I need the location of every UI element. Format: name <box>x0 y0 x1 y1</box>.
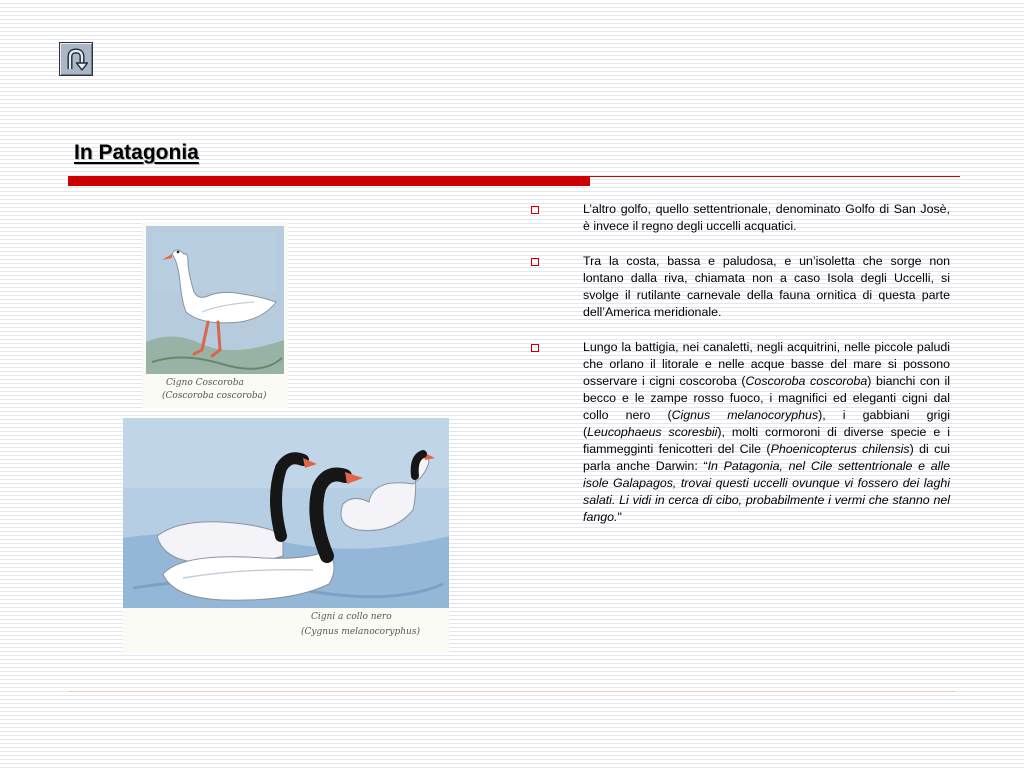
bullet-text <box>583 201 950 235</box>
square-bullet-icon <box>531 344 539 352</box>
black-necked-caption-name: Cigni a collo nero <box>311 612 392 622</box>
italic-text-segment: Leucophaeus scoresbii <box>587 425 718 439</box>
text-segment: ), molti cormoroni di diverse specie e i fiammegginti fenicotteri del Cile ( <box>583 425 950 456</box>
bullet-text <box>583 253 950 321</box>
text-segment: L’altro golfo, quello settentrionale, denominato Golfo di San Josè, è invece il regno degli uccelli acquatici. <box>583 202 950 233</box>
title-underline-bar <box>68 176 590 186</box>
footer-divider <box>68 691 956 692</box>
italic-text-segment: Coscoroba coscoroba <box>745 374 868 388</box>
square-bullet-icon <box>531 206 539 214</box>
italic-text-segment: Phoenicopterus chilensis <box>770 442 910 456</box>
bullet-list <box>530 201 950 544</box>
title-underline-line <box>590 176 960 177</box>
coscoroba-caption-latin: (Coscoroba coscoroba) <box>162 391 267 401</box>
coscoroba-caption-name: Cigno Coscoroba <box>166 378 244 388</box>
text-segment: Tra la costa, bassa e paludosa, e un’isoletta che sorge non lontano dalla riva, chiamata non a caso Isola degli Uccelli, si svolge il rutilante carnevale della fauna ornitica di questa parte dell’America meridionale. <box>583 254 950 319</box>
bullet-item <box>530 201 950 235</box>
text-segment: ) di cui parla anche Darwin: “ <box>583 442 950 473</box>
text-segment: ), i gabbiani grigi ( <box>583 408 950 439</box>
italic-text-segment: In Patagonia, nel Cile settentrionale e alle isole Galapagos, trovai questi uccelli ovunque vi fossero dei laghi salati. Li vidi in cerca di cibo, probabilmente i vermi che stanno nel fango. <box>583 459 950 524</box>
u-turn-arrow-icon <box>64 47 88 71</box>
text-segment: " <box>617 510 622 524</box>
bullet-item <box>530 339 950 526</box>
square-bullet-icon <box>531 258 539 266</box>
back-button[interactable] <box>59 42 93 76</box>
text-segment: Lungo la battigia, nei canaletti, negli acquitrini, nelle piccole paludi che orlano il litorale e nelle acque basse del mare si possono osservare i cigni coscoroba ( <box>583 340 950 388</box>
black-necked-caption-latin: (Cygnus melanocoryphus) <box>301 627 420 637</box>
bullet-item <box>530 253 950 321</box>
slide-title: In Patagonia <box>74 141 199 164</box>
italic-text-segment: Cignus melanocoryphus <box>671 408 819 422</box>
coscoroba-swan-illustration <box>142 222 288 408</box>
black-necked-swans-illustration <box>123 418 449 652</box>
black-necked-swans-drawing <box>123 418 449 652</box>
bullet-text <box>583 339 950 526</box>
text-segment: ) bianchi con il becco e le zampe rosso fuoco, i magnifici ed eleganti cigni dal collo nero ( <box>583 374 951 422</box>
